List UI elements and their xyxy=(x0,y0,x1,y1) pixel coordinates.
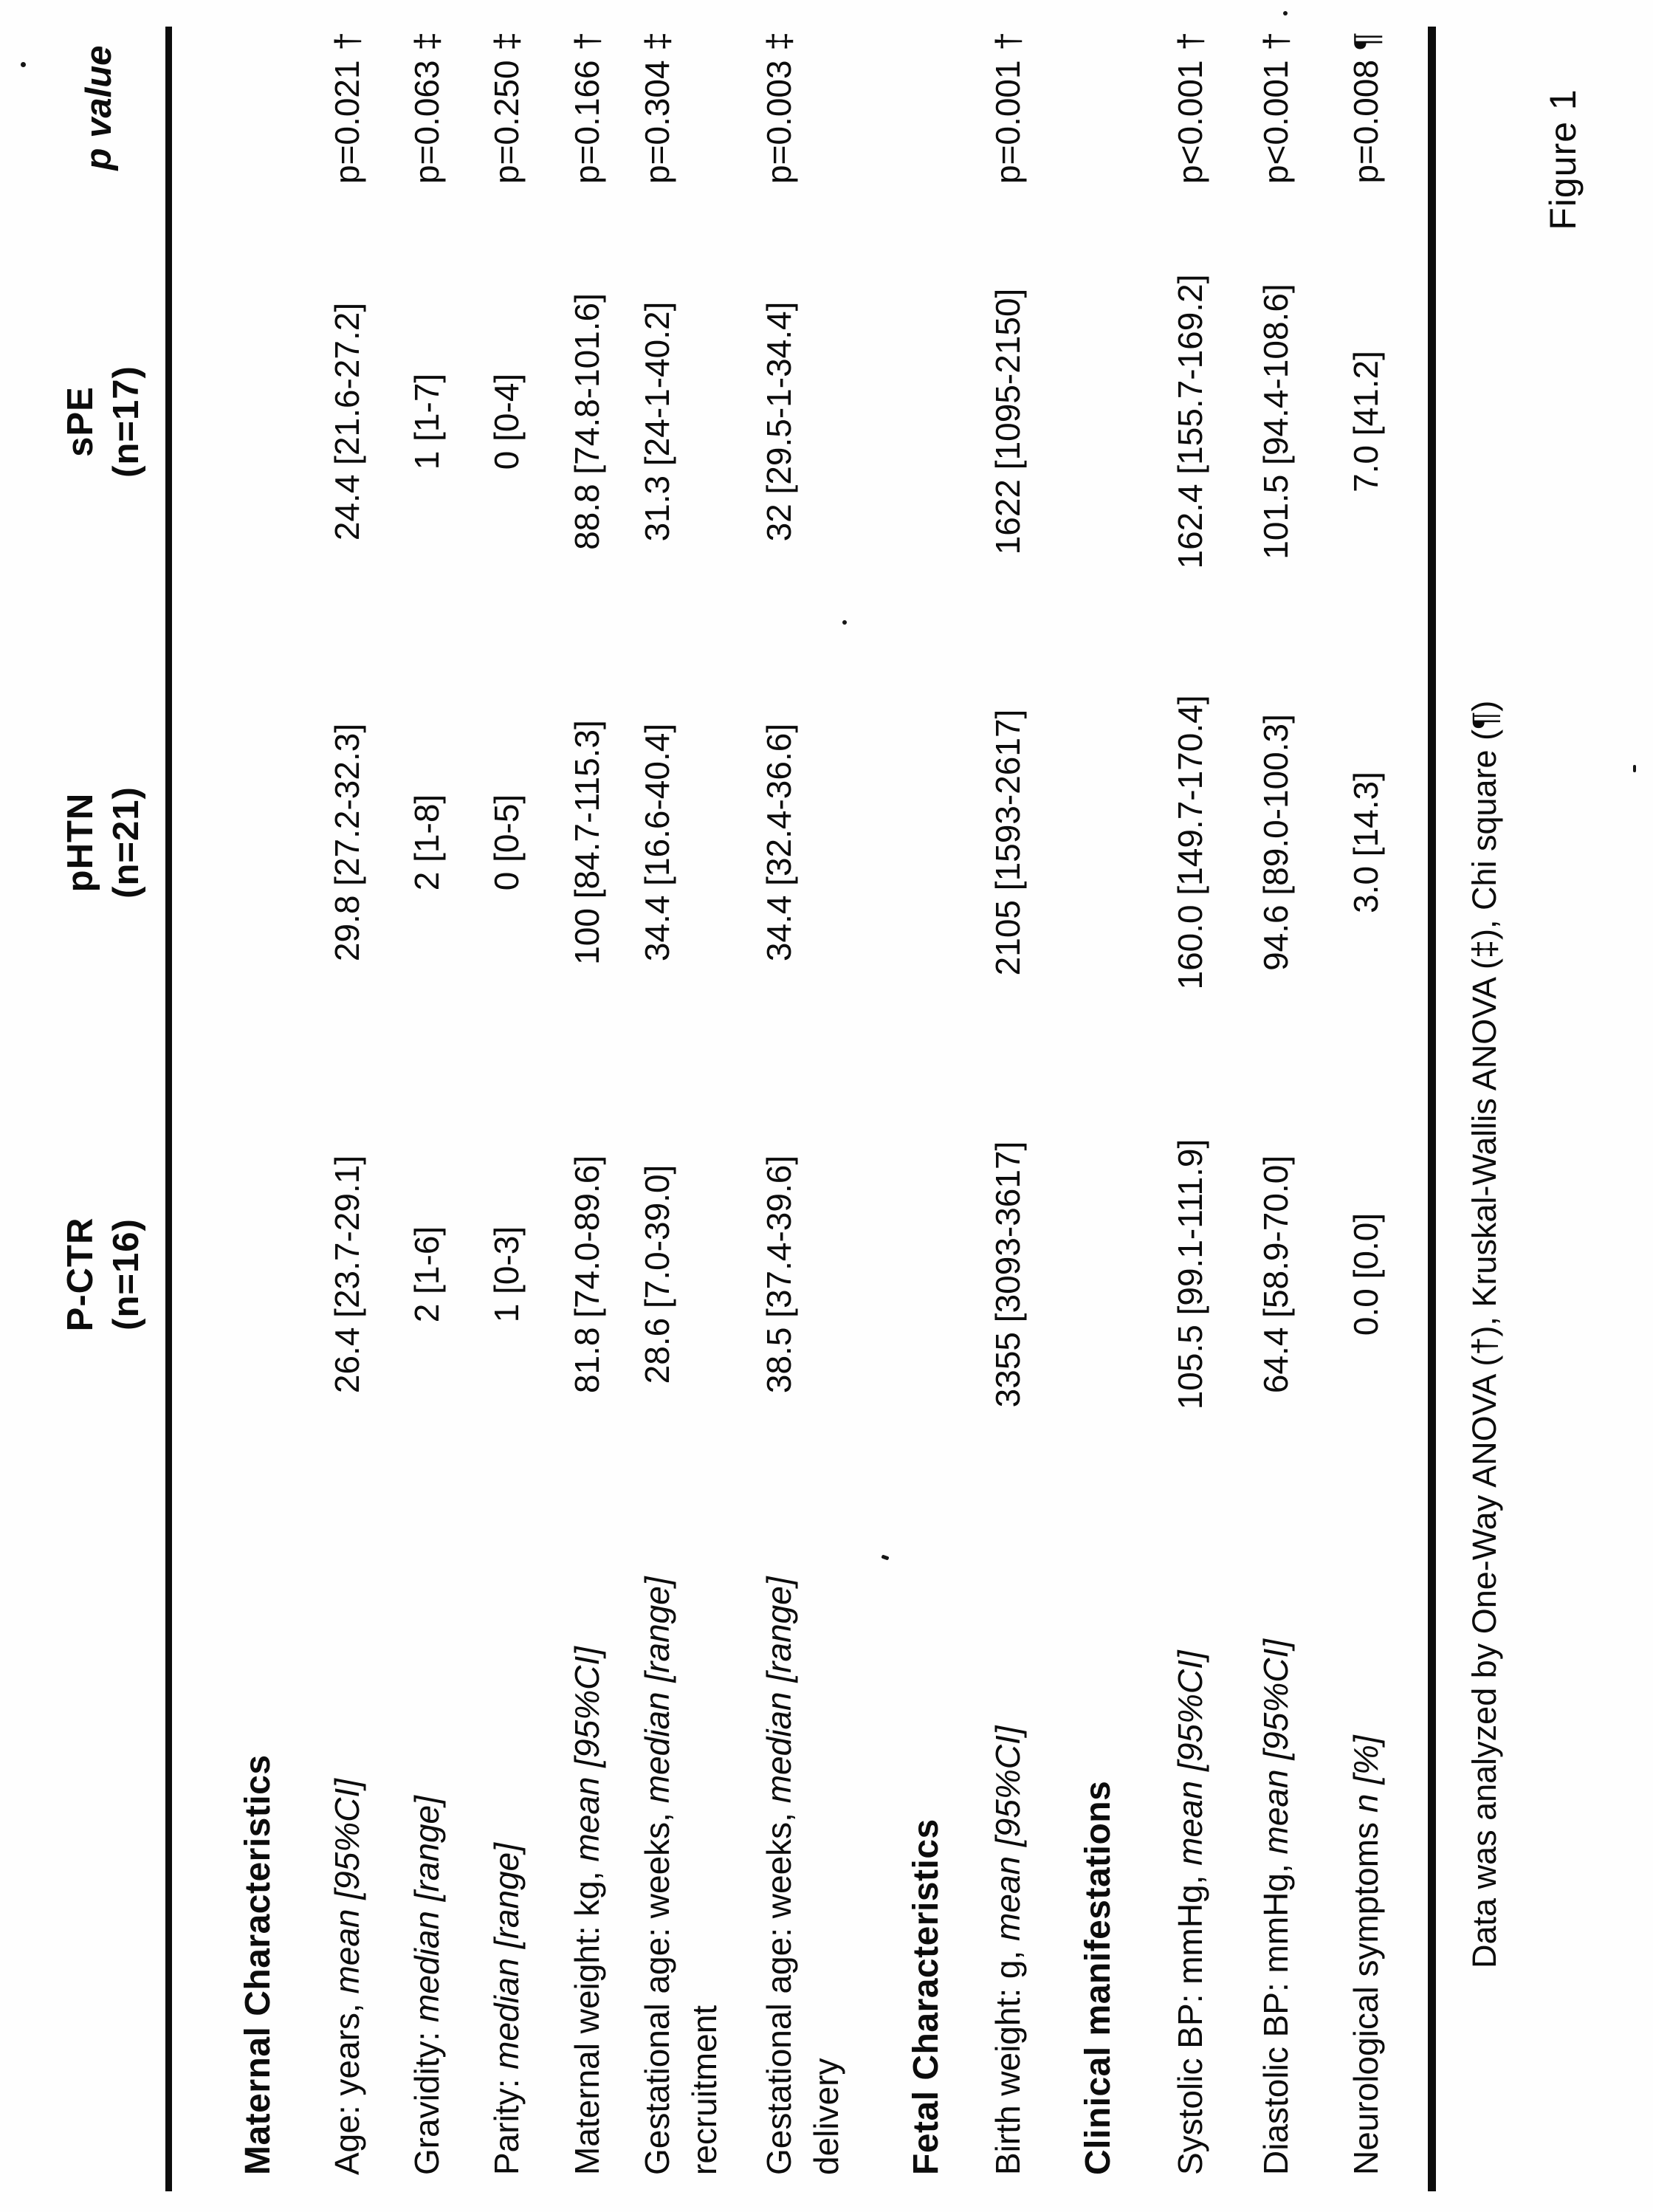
row-label-italic: median [range] xyxy=(760,1576,798,1804)
row-label xyxy=(1166,1650,1214,2175)
column-header-spe-n: (n=17) xyxy=(106,365,146,478)
row-label-text: Age: years, xyxy=(328,1993,366,2175)
column-header-phtn-name: pHTN xyxy=(61,792,100,893)
row-label xyxy=(323,1779,371,2175)
p-value-cell: p=0.001 † xyxy=(989,32,1027,184)
row-label xyxy=(1252,1639,1299,2175)
value-cell-phtn: 2 [1-8] xyxy=(408,794,446,891)
value-cell-pctr: 2 [1-6] xyxy=(408,1226,446,1323)
row-label-line2: recruitment xyxy=(685,2005,724,2175)
value-cell-spe: 1 [1-7] xyxy=(408,373,446,470)
value-cell-pctr: 64.4 [58.9-70.0] xyxy=(1257,1155,1295,1394)
row-label xyxy=(1342,1735,1389,2175)
value-cell-spe: 24.4 [21.6-27.2] xyxy=(328,302,366,541)
value-cell-phtn: 34.4 [16.6-40.4] xyxy=(638,723,676,962)
value-cell-spe: 7.0 [41.2] xyxy=(1347,351,1385,492)
p-value-cell: p=0.003 ‡ xyxy=(760,32,798,184)
row-label xyxy=(403,1796,450,2175)
column-header-phtn-n: (n=21) xyxy=(106,786,146,899)
figure-caption: Figure 1 xyxy=(1542,89,1584,230)
row-label-text: Gestational age: weeks, xyxy=(638,1803,676,2175)
row-label-text: Neurological symptoms xyxy=(1347,1813,1385,2175)
row-label-italic: mean [95%CI] xyxy=(568,1646,606,1862)
row-label-text: Parity: xyxy=(487,2069,526,2175)
column-header-pctr-n: (n=16) xyxy=(106,1218,146,1330)
p-value-cell: p<0.001 † xyxy=(1171,32,1209,184)
value-cell-spe: 0 [0-4] xyxy=(487,373,526,470)
p-value-cell: p<0.001 † xyxy=(1257,32,1295,184)
value-cell-phtn: 2105 [1593-2617] xyxy=(989,709,1027,976)
p-value-cell: p=0.166 † xyxy=(568,32,606,184)
row-label-line2: delivery xyxy=(807,2058,845,2175)
row-label xyxy=(984,1725,1031,2175)
column-header-spe xyxy=(58,237,149,606)
value-cell-spe: 101.5 [94.4-108.6] xyxy=(1257,284,1295,560)
value-cell-pctr: 105.5 [99.1-111.9] xyxy=(1171,1138,1209,1410)
row-label-italic: mean [95%CI] xyxy=(989,1725,1027,1941)
row-label xyxy=(483,1843,530,2175)
value-cell-pctr: 26.4 [23.7-29.1] xyxy=(328,1155,366,1394)
value-cell-phtn: 0 [0-5] xyxy=(487,794,526,891)
value-cell-phtn: 34.4 [32.4-36.6] xyxy=(760,723,798,962)
row-label-italic: mean [95%CI] xyxy=(1257,1638,1295,1855)
value-cell-spe: 162.4 [155.7-169.2] xyxy=(1171,274,1209,569)
scan-speck xyxy=(21,62,26,67)
column-header-pvalue: p value xyxy=(79,45,119,171)
row-label-text: Diastolic BP: mmHg, xyxy=(1257,1854,1295,2175)
column-header-pctr xyxy=(58,1090,149,1459)
footnote: Data was analyzed by One-Way ANOVA (†), Kruskal-Wallis ANOVA (‡), Chi square (¶) xyxy=(1465,700,1503,1968)
value-cell-spe: 32 [29.5-1-34.4] xyxy=(760,301,798,542)
value-cell-phtn: 94.6 [89.0-100.3] xyxy=(1257,714,1295,971)
row-label-text: Birth weight: g, xyxy=(989,1940,1027,2175)
row-label xyxy=(563,1646,611,2175)
value-cell-pctr: 81.8 [74.0-89.6] xyxy=(568,1155,606,1394)
row-label-text: Gestational age: weeks, xyxy=(760,1803,798,2175)
row-label xyxy=(755,1576,850,2175)
row-label-italic: mean [95%CI] xyxy=(328,1779,366,1994)
value-cell-phtn: 160.0 [149.7-170.4] xyxy=(1171,695,1209,990)
p-value-cell: p=0.021 † xyxy=(328,32,366,184)
section-header-maternal: Maternal Characteristics xyxy=(238,1754,278,2175)
scan-speck xyxy=(1283,11,1288,16)
value-cell-phtn: 3.0 [14.3] xyxy=(1347,772,1385,913)
p-value-cell: p=0.304 ‡ xyxy=(638,32,676,184)
value-cell-phtn: 29.8 [27.2-32.3] xyxy=(328,723,366,962)
table-bottom-rule xyxy=(1428,27,1436,2191)
column-header-phtn xyxy=(58,658,149,1027)
value-cell-pctr: 1 [0-3] xyxy=(487,1226,526,1323)
value-cell-pctr: 28.6 [7.0-39.0] xyxy=(638,1164,676,1384)
value-cell-spe: 88.8 [74.8-101.6] xyxy=(568,293,606,550)
row-label-italic: n [%] xyxy=(1347,1735,1385,1813)
p-value-cell: p=0.063 ‡ xyxy=(408,32,446,184)
row-label xyxy=(633,1576,728,2175)
section-header-clinical: Clinical manifestations xyxy=(1079,1780,1118,2175)
row-label-italic: median [range] xyxy=(487,1842,526,2070)
column-header-pctr-name: P-CTR xyxy=(61,1217,100,1332)
p-value-cell: p=0.250 ‡ xyxy=(487,32,526,184)
row-label-text: Systolic BP: mmHg, xyxy=(1171,1865,1209,2175)
value-cell-pctr: 38.5 [37.4-39.6] xyxy=(760,1155,798,1394)
header-rule xyxy=(165,27,172,2191)
section-header-fetal: Fetal Characteristics xyxy=(907,1818,946,2175)
column-header-spe-name: sPE xyxy=(61,386,100,457)
row-label-text: Gravidity: xyxy=(408,2022,446,2175)
value-cell-phtn: 100 [84.7-115.3] xyxy=(568,720,606,965)
p-value-cell: p=0.008 ¶ xyxy=(1347,32,1385,184)
scan-speck xyxy=(842,620,847,625)
row-label-italic: median [range] xyxy=(638,1576,676,1804)
value-cell-spe: 31.3 [24-1-40.2] xyxy=(638,301,676,542)
value-cell-pctr: 3355 [3093-3617] xyxy=(989,1141,1027,1408)
row-label-italic: median [range] xyxy=(408,1796,446,2022)
scan-speck xyxy=(881,1554,889,1560)
scan-speck xyxy=(1633,765,1636,772)
row-label-text: Maternal weight: kg, xyxy=(568,1861,606,2175)
value-cell-spe: 1622 [1095-2150] xyxy=(989,288,1027,555)
row-label-italic: mean [95%CI] xyxy=(1171,1650,1209,1866)
value-cell-pctr: 0.0 [0.0] xyxy=(1347,1212,1385,1336)
